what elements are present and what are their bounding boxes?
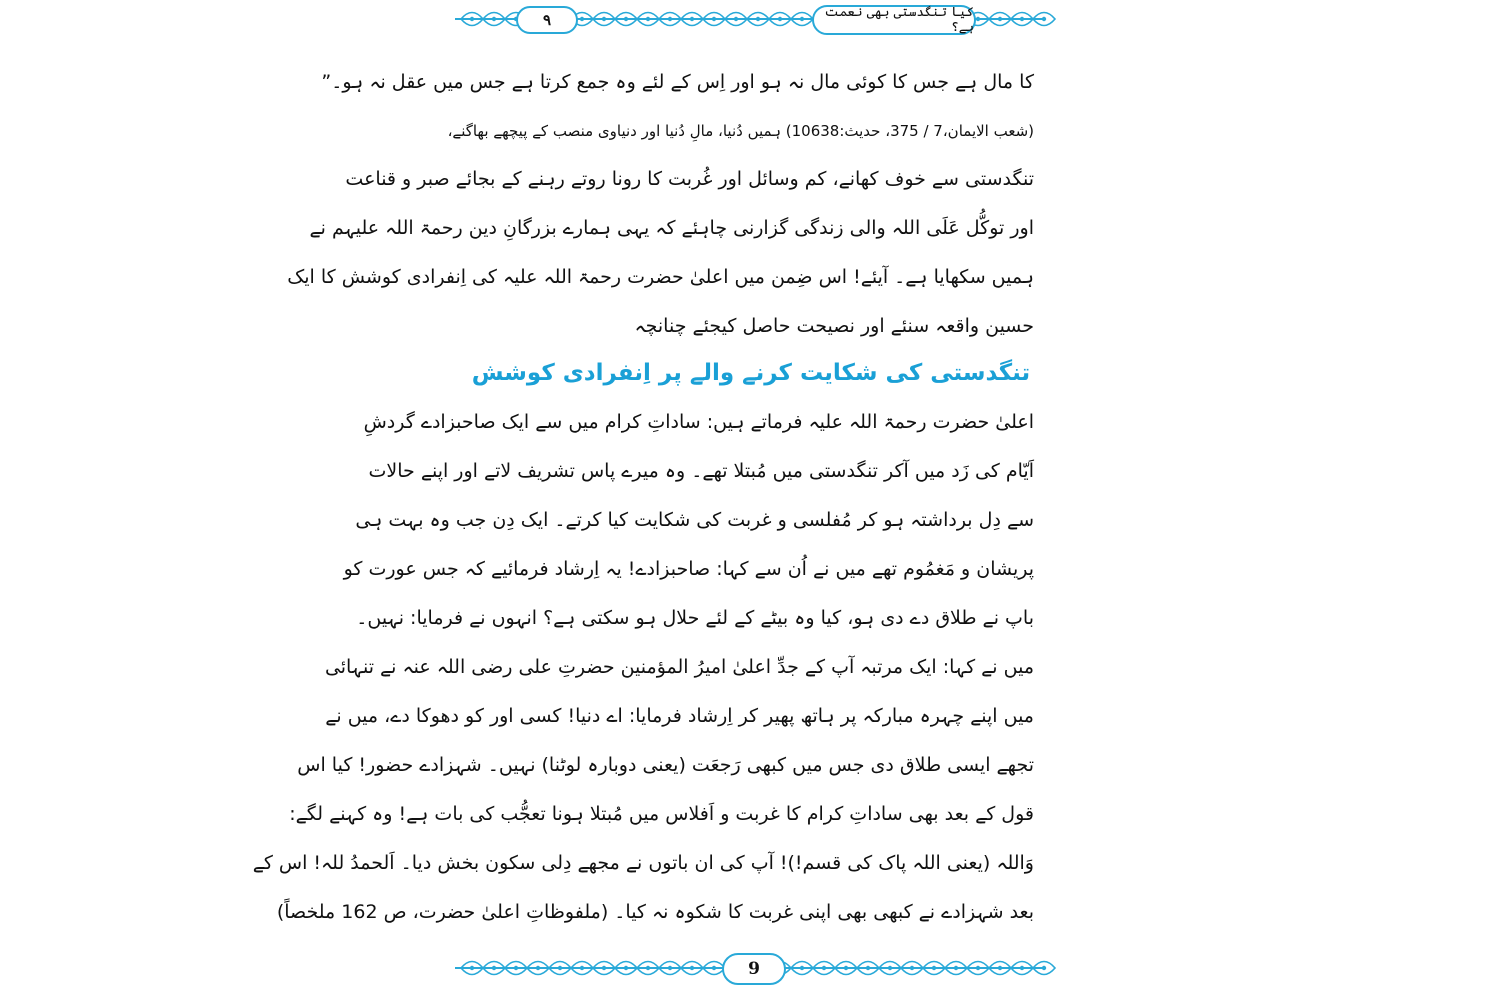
border-dot	[602, 966, 606, 970]
body-line: بعد شہزادے نے کبھی بھی اپنی غربت کا شکوہ نہ کیا۔ (ملفوظاتِ اعلیٰ حضرت، ص 162 ملخصاً)	[276, 901, 1034, 923]
border-dot	[976, 966, 980, 970]
intro-line: (شعب الایمان،7 / 375، حدیث:10638) ہمیں دُنیا، مالِ دُنیا اور دنیاوی منصب کے پیچھے بھاگنے،	[447, 122, 1034, 140]
body-line: میں نے کہا: ایک مرتبہ آپ کے جدِّ اعلیٰ امیرُ المؤمنین حضرتِ علی رضی اللہ عنہ نے تنہائی	[324, 656, 1034, 678]
header-page-number: ۹	[516, 6, 578, 34]
border-dot	[712, 17, 716, 21]
border-dot	[536, 966, 540, 970]
border-dot	[712, 966, 716, 970]
header-title: کیا تنگدستی بھی نعمت ہے؟	[812, 5, 976, 35]
border-dot	[866, 966, 870, 970]
border-dot	[998, 17, 1002, 21]
intro-line: حسین واقعہ سنئے اور نصیحت حاصل کیجئے چنانچہ	[634, 315, 1034, 337]
border-dot	[558, 966, 562, 970]
border-dot	[932, 966, 936, 970]
body-line: باپ نے طلاق دے دی ہو، کیا وہ بیٹے کے لئے حلال ہو سکتی ہے؟ انہوں نے فرمایا: نہیں۔	[356, 607, 1034, 629]
border-dot	[1020, 17, 1024, 21]
border-dot	[1042, 17, 1046, 21]
border-dot	[668, 17, 672, 21]
border-dot	[580, 17, 584, 21]
border-dot	[888, 966, 892, 970]
border-dot	[470, 17, 474, 21]
border-dot	[910, 966, 914, 970]
body-line: میں اپنے چہرہ مبارکہ پر ہاتھ پھیر کر اِرشاد فرمایا: اے دنیا! کسی اور کو دھوکا دے، میں نے	[325, 705, 1034, 727]
border-dot	[998, 966, 1002, 970]
border-dot	[756, 17, 760, 21]
border-dot	[514, 966, 518, 970]
border-dot	[1020, 966, 1024, 970]
border-dot	[844, 966, 848, 970]
border-dot	[624, 17, 628, 21]
border-dot	[492, 966, 496, 970]
border-dot	[1042, 966, 1046, 970]
body-line: وَاللہ (یعنی اللہ پاک کی قسم!)! آپ کی ان باتوں نے مجھے دِلی سکون بخش دیا۔ اَلحمدُ للہ! اس کے	[252, 852, 1034, 874]
border-dot	[800, 17, 804, 21]
border-dot	[580, 966, 584, 970]
body-line: قول کے بعد بھی ساداتِ کرام کا غربت و اَفلاس میں مُبتلا ہونا تعجُّب کی بات ہے! وہ کہنے لگے:	[289, 803, 1034, 825]
body-line: پریشان و مَغمُوم تھے میں نے اُن سے کہا: صاحبزادے! یہ اِرشاد فرمائیے کہ جس عورت کو	[343, 558, 1034, 580]
border-dot	[470, 966, 474, 970]
body-line: تجھے ایسی طلاق دی جس میں کبھی رَجعَت (یعنی دوبارہ لوٹنا) نہیں۔ شہزادے حضور! کیا اس	[297, 754, 1034, 776]
intro-line: اور توکُّل عَلَی اللہ والی زندگی گزارنی چاہئے کہ یہی ہمارے بزرگانِ دین رحمۃ اللہ علیہم نے	[309, 217, 1034, 239]
body-line: اَیّام کی زَد میں آکر تنگدستی میں مُبتلا تھے۔ وہ میرے پاس تشریف لاتے اور اپنے حالات	[368, 460, 1034, 482]
intro-line: تنگدستی سے خوف کھانے، کم وسائل اور غُربت کا رونا روتے رہنے کے بجائے صبر و قناعت	[345, 168, 1034, 190]
section-heading: تنگدستی کی شکایت کرنے والے پر اِنفرادی کوشش	[471, 360, 1031, 386]
body-line: اعلیٰ حضرت رحمۃ اللہ علیہ فرماتے ہیں: ساداتِ کرام میں سے ایک صاحبزادے گردشِ	[363, 411, 1034, 433]
footer-page-number: 9	[722, 953, 786, 985]
border-dot	[646, 17, 650, 21]
intro-line: ہمیں سکھایا ہے۔ آیئے! اس ضِمن میں اعلیٰ حضرت رحمۃ اللہ علیہ کی اِنفرادی کوشش کا ایک	[287, 266, 1034, 288]
intro-line: کا مال ہے جس کا کوئی مال نہ ہو اور اِس کے لئے وہ جمع کرتا ہے جس میں عقل نہ ہو۔”	[321, 71, 1034, 93]
border-dot	[800, 966, 804, 970]
border-dot	[624, 966, 628, 970]
border-dot	[602, 17, 606, 21]
border-dot	[822, 966, 826, 970]
border-dot	[492, 17, 496, 21]
border-dot	[734, 17, 738, 21]
border-dot	[976, 17, 980, 21]
body-line: سے دِل برداشتہ ہو کر مُفلسی و غربت کی شکایت کیا کرتے۔ ایک دِن جب وہ بہت ہی	[355, 509, 1034, 531]
border-dot	[690, 17, 694, 21]
body-paragraph	[252, 410, 1034, 925]
border-dot	[646, 966, 650, 970]
border-dot	[954, 966, 958, 970]
border-dot	[668, 966, 672, 970]
intro-paragraph	[287, 70, 1034, 339]
border-dot	[690, 966, 694, 970]
border-dot	[778, 17, 782, 21]
